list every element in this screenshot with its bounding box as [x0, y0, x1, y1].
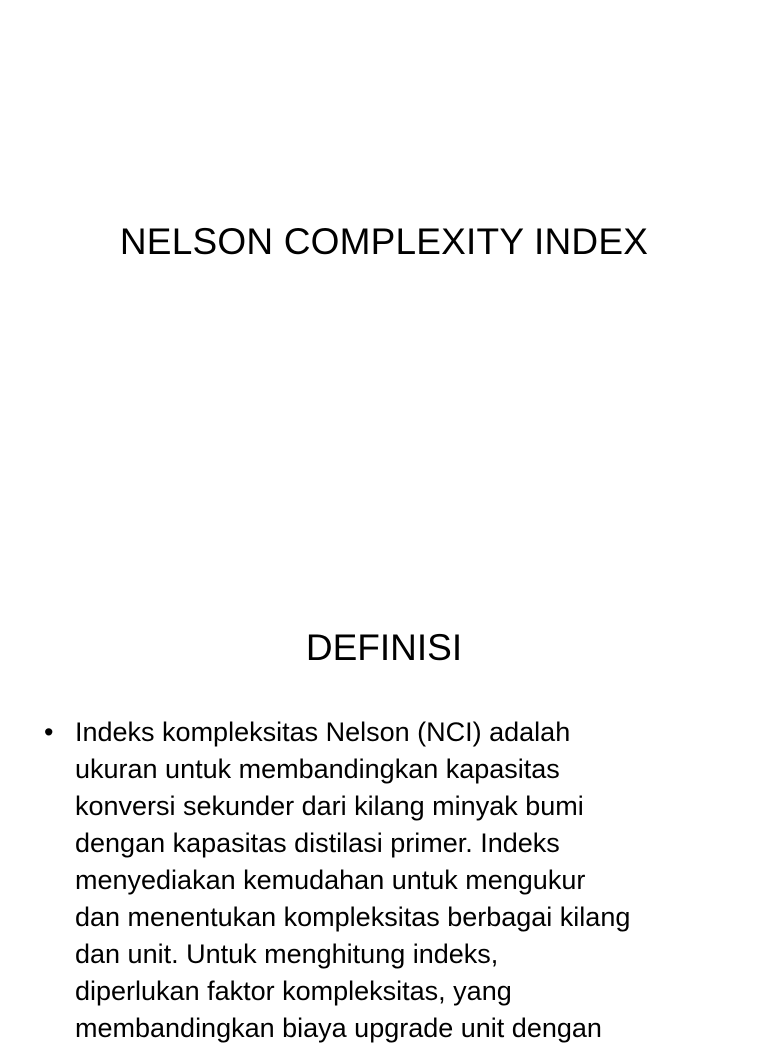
bullet-text-line: Indeks kompleksitas Nelson (NCI) adalah	[75, 717, 571, 747]
bullet-text-line: diperlukan faktor kompleksitas, yang	[75, 976, 512, 1006]
bullet-text-line: dengan kapasitas distilasi primer. Indeks	[75, 828, 560, 858]
bullet-text-line: dan unit. Untuk menghitung indeks,	[75, 939, 499, 969]
bullet-text-line: menyediakan kemudahan untuk mengukur	[75, 865, 586, 895]
bullet-text-line: konversi sekunder dari kilang minyak bumi	[75, 791, 584, 821]
bullet-marker: •	[44, 717, 54, 747]
bullet-text-line: membandingkan biaya upgrade unit dengan	[75, 1013, 602, 1043]
definition-slide	[0, 576, 768, 1043]
bullet-list	[40, 714, 730, 1047]
bullet-text-line: ukuran untuk membandingkan kapasitas	[75, 754, 560, 784]
slide-heading: DEFINISI	[305, 627, 463, 668]
bullet-item	[40, 714, 730, 1047]
bullet-text-line: dan menentukan kompleksitas berbagai kilang	[75, 902, 631, 932]
slide-title: NELSON COMPLEXITY INDEX	[119, 221, 649, 262]
